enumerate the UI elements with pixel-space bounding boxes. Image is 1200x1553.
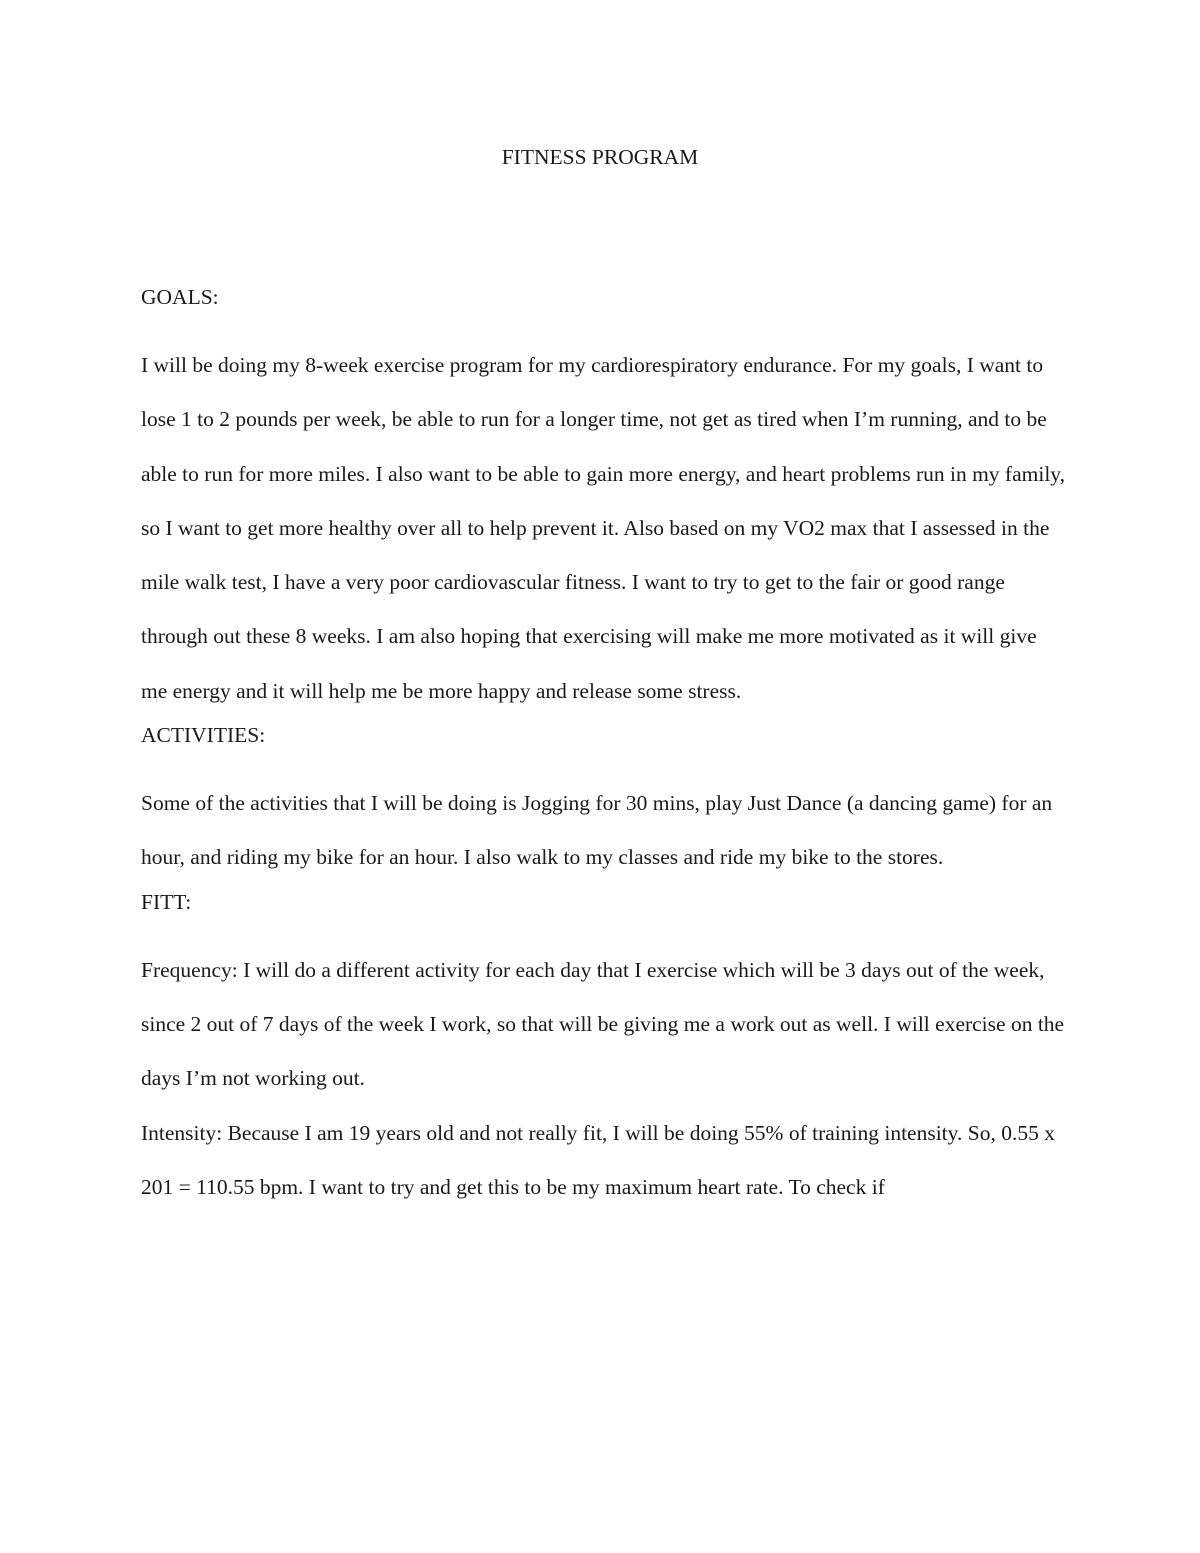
- activities-paragraph: Some of the activities that I will be doing is Jogging for 30 mins, play Just Dance (a dancing game) for an hour, and riding my bike for an hour. I also walk to my classes and ride my bike to the stores.: [141, 791, 1053, 870]
- activities-heading: ACTIVITIES:: [141, 723, 266, 748]
- goals-paragraph: I will be doing my 8-week exercise program for my cardiorespiratory endurance. For my goals, I want to lose 1 to 2 pounds per week, be able to run for a longer time, not get as tired when I’m running, and to be able to run for more miles. I also want to be able to gain more energy, and heart problems run in my family, so I want to get more healthy over all to help prevent it. Also based on my VO2 max that I assessed in the mile walk test, I have a very poor cardiovascular fitness. I want to try to get to the fair or good range through out these 8 weeks. I am also hoping that exercising will make me more motivated as it will give me energy and it will help me be more happy and release some stress.: [141, 353, 1066, 703]
- frequency-paragraph: Frequency: I will do a different activity for each day that I exercise which will be 3 days out of the week, since 2 out of 7 days of the week I work, so that will be giving me a work out as well. I will exercise on the days I’m not working out.: [141, 957, 1065, 1091]
- page-title: FITNESS PROGRAM: [501, 145, 699, 169]
- goals-heading: GOALS:: [141, 285, 219, 309]
- fitt-heading: FITT:: [141, 889, 192, 914]
- intensity-paragraph: Intensity: Because I am 19 years old and not really fit, I will be doing 55% of training intensity. So, 0.55 x 201 = 110.55 bpm. I want to try and get this to be my maximum heart rate. To check if: [141, 1120, 1055, 1199]
- document-body: [141, 282, 1066, 1214]
